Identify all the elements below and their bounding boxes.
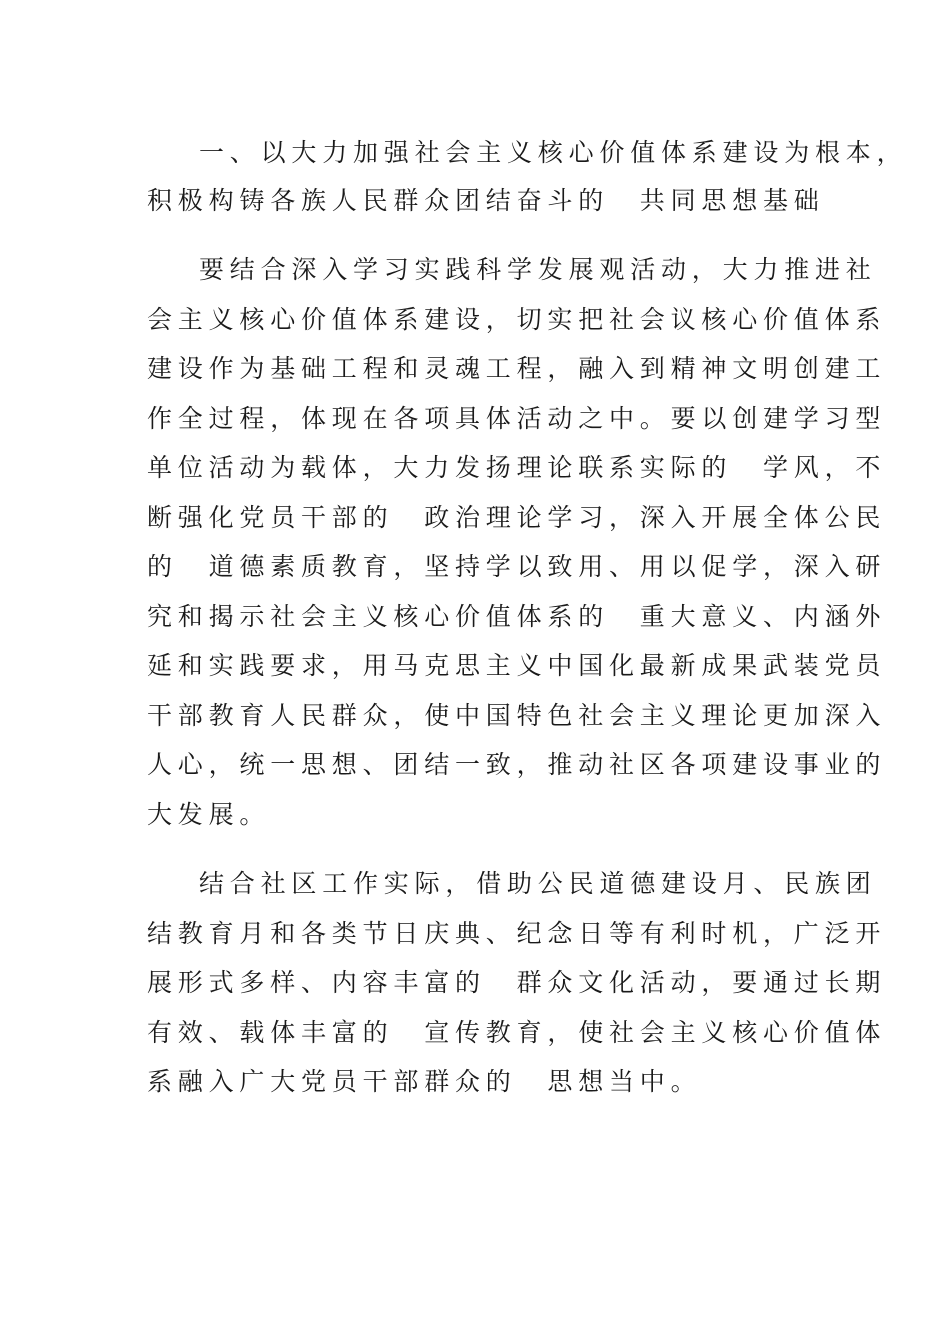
paragraph-1-line-5: 单位活动为载体，大力发扬理论联系实际的 学风，不: [147, 453, 887, 482]
paragraph-1-line-12: 大发展。: [147, 800, 271, 829]
paragraph-1-line-6: 断强化党员干部的 政治理论学习，深入开展全体公民: [147, 503, 887, 532]
paragraph-1-line-8: 究和揭示社会主义核心价值体系的 重大意义、内涵外: [147, 602, 887, 631]
paragraph-1-line-9: 延和实践要求，用马克思主义中国化最新成果武装党员: [147, 651, 887, 680]
paragraph-1-line-3: 建设作为基础工程和灵魂工程，融入到精神文明创建工: [147, 354, 887, 383]
paragraph-2-line-3: 展形式多样、内容丰富的 群众文化活动，要通过长期: [147, 968, 887, 997]
paragraph-1-line-4: 作全过程，体现在各项具体活动之中。要以创建学习型: [147, 404, 887, 433]
paragraph-2-line-2: 结教育月和各类节日庆典、纪念日等有利时机，广泛开: [147, 919, 887, 948]
section-heading-line-1: 一、以大力加强社会主义核心价值体系建设为根本，: [199, 138, 908, 167]
paragraph-1-line-11: 人心，统一思想、团结一致，推动社区各项建设事业的: [147, 750, 887, 779]
section-heading-line-2: 积极构铸各族人民群众团结奋斗的 共同思想基础: [147, 186, 825, 215]
paragraph-1-line-2: 会主义核心价值体系建设，切实把社会议核心价值体系: [147, 305, 887, 334]
paragraph-2-line-4: 有效、载体丰富的 宣传教育，使社会主义核心价值体: [147, 1018, 887, 1047]
paragraph-2-line-1: 结合社区工作实际，借助公民道德建设月、民族团: [199, 869, 877, 898]
paragraph-1-line-7: 的 道德素质教育，坚持学以致用、用以促学，深入研: [147, 552, 887, 581]
paragraph-2-line-5: 系融入广大党员干部群众的 思想当中。: [147, 1067, 702, 1096]
paragraph-1-line-10: 干部教育人民群众，使中国特色社会主义理论更加深入: [147, 701, 887, 730]
paragraph-1-line-1: 要结合深入学习实践科学发展观活动，大力推进社: [199, 255, 877, 284]
